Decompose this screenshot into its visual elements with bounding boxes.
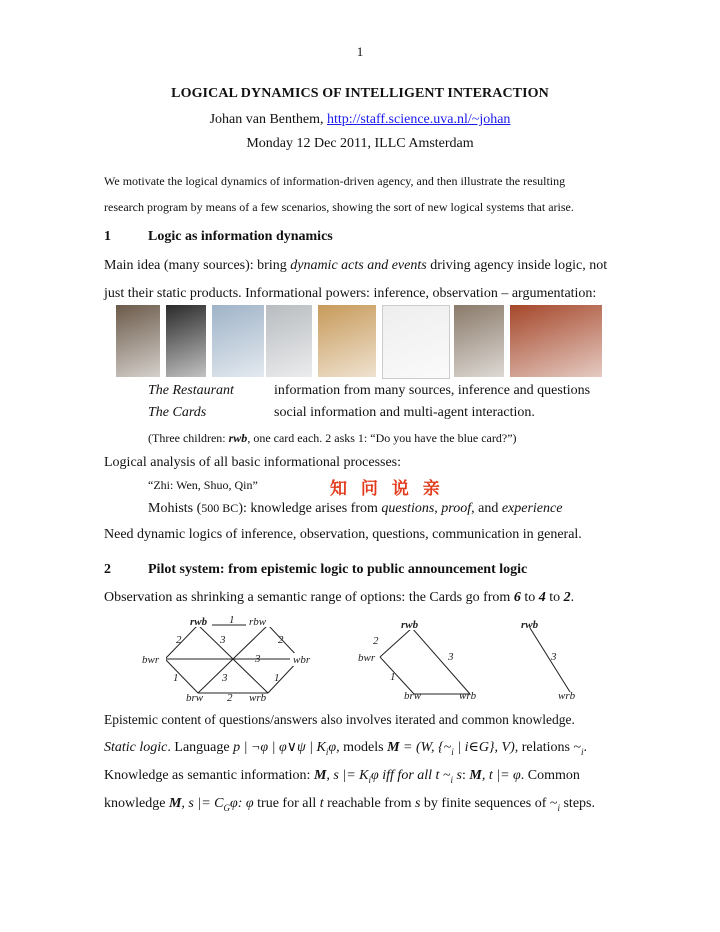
abstract-line: research program by means of a few scenarios, showing the sort of new logical systems that arise. [104,200,574,214]
text-run: Mohists ( [148,501,202,516]
formula: s [453,768,462,783]
section-1-heading [104,229,333,245]
text-run-bold-italic: 6 [513,590,521,605]
text-run-italic: Static logic [104,740,168,755]
formula: , t |= φ [481,768,521,783]
text-run: Knowledge as semantic information: [104,768,314,783]
common-knowledge-line [104,790,620,822]
edge-label: 1 [390,671,396,683]
section-1-intro [104,252,620,308]
subscript: i [325,746,329,757]
text-run: to [545,590,564,605]
edge [380,657,414,694]
subscript: G [223,802,230,813]
scenario-text: social information and multi-agent interaction. [274,405,535,420]
thinker-statue-photo [116,305,160,377]
formula-bold: M [313,768,327,783]
node-label: bwr [358,652,376,664]
node-label: rwb [521,619,539,631]
author-homepage-link[interactable]: http://staff.science.uva.nl/~johan [326,112,511,127]
text-run: relations ~ [518,740,582,755]
edge [165,625,198,659]
text-run: , one card each. 2 asks 1: “Do you have the blue card?”) [247,431,517,445]
text-run: . Common [520,768,580,783]
sherlock-silhouette-photo [166,305,206,377]
text-run: 500 BC [201,501,239,515]
text-run-bold-italic: 4 [538,590,546,605]
formula: , s |= K [326,768,369,783]
subscript: i [450,774,454,785]
paper-title: LOGICAL DYNAMICS OF INTELLIGENT INTERACTION [171,86,549,101]
subscript: i [581,746,584,757]
author-name: Johan van Benthem, [209,112,327,127]
edge-label: 2 [227,692,233,704]
observation-line [104,584,620,612]
scenario-text: information from many sources, inference and questions [274,383,591,398]
edge-label: 3 [220,634,226,646]
cards-note [148,431,517,446]
text-run-bold-italic: rwb [228,431,248,445]
text-run: Main idea (many sources): bring [104,258,291,273]
text-run-bold-italic: 2 [563,590,571,605]
edge-label: 1 [274,672,280,684]
edge-label: 1 [229,614,235,626]
edge-label: 3 [448,651,454,663]
text-run: . Language [167,740,234,755]
formula: φ iff for all [371,768,436,783]
section-2-heading [104,562,527,578]
formula-bold: M [168,796,182,811]
edge-label: 2 [176,634,182,646]
page-number: 1 [356,44,364,59]
section-title: Pilot system: from epistemic logic to public announcement logic [148,562,528,577]
epistemic-line: Epistemic content of questions/answers also involves iterated and common knowledge. [104,712,575,727]
edge-label: 2 [278,634,284,646]
edge-label: 1 [173,672,179,684]
node-label: wrb [459,690,477,702]
subscript: i [368,774,372,785]
four-world-model [358,618,477,702]
formula: t ~ [435,768,451,783]
card-model-diagrams [0,610,720,710]
text-run-italic: questions [381,501,435,516]
need-line: Need dynamic logics of inference, observation, questions, communication in general. [104,527,582,542]
paragraph-line: just their static products. Informational powers: inference, observation – argumentation: [104,286,597,301]
temple-photo [454,305,504,377]
text-run: reachable from [323,796,415,811]
date-line: Monday 12 Dec 2011, ILLC Amsterdam [246,136,474,151]
edge [165,659,198,693]
text-run: knowledge [104,796,169,811]
building-photo [212,305,264,377]
text-run: : [461,768,470,783]
formula: t [319,796,324,811]
text-run: . [570,590,575,605]
edge-label: 3 [222,672,228,684]
node-label: rwb [190,616,208,628]
scenario-label: The Cards [148,405,207,420]
scenario-row [148,383,590,399]
text-run: (Three children: [148,431,229,445]
text-run: driving agency inside logic, not [426,258,608,273]
analysis-line: Logical analysis of all basic informational processes: [104,455,402,470]
edge-label: 3 [551,651,557,663]
modern-building-photo [266,305,312,377]
mohists-line [148,501,562,517]
formula-bold: M [387,740,400,755]
node-label: rwb [401,619,419,631]
section-number: 2 [104,562,111,577]
text-run-italic: experience [501,501,563,516]
formula-bold: M [469,768,482,783]
two-world-model [521,619,576,702]
node-label: brw [404,690,422,702]
formula: φ: φ [229,796,254,811]
restaurant-sketch-photo [382,305,450,379]
scenario-label: The Restaurant [148,383,234,398]
text-run: steps. [559,796,595,811]
text-run: by finite sequences of ~ [420,796,558,811]
node-label: bwr [142,654,160,666]
abstract-line: We motivate the logical dynamics of information-driven agency, and then illustrate the resulting [104,174,566,188]
text-run-italic: proof [441,501,472,516]
subscript: i [451,746,454,757]
text-run: ): knowledge arises from [238,501,382,516]
text-run: to [520,590,539,605]
section-title: Logic as information dynamics [148,229,333,244]
monks-photo [510,305,602,377]
node-label: brw [186,692,204,704]
robot-head-photo [318,305,376,377]
chinese-characters: 知 问 说 亲 [330,479,444,499]
zhi-quote: “Zhi: Wen, Shuo, Qin” [148,478,258,492]
author-line [0,112,720,128]
abstract [104,168,620,220]
node-label: wrb [249,692,267,704]
text-run: , and [471,501,502,516]
edge-label: 3 [255,653,261,665]
text-run: , [434,501,442,516]
text-run-italic: dynamic acts and events [290,258,427,273]
edge [380,628,412,657]
formula: | i∈G}, V), [453,740,519,755]
edge [412,628,470,694]
text-run: . [583,740,588,755]
node-label: wrb [558,690,576,702]
scenario-row [148,405,535,421]
text-run: true for all [253,796,320,811]
node-label: wbr [293,654,311,666]
six-world-model [140,614,316,704]
formula: φ, [328,740,340,755]
formula: s [414,796,421,811]
subscript: i [557,802,560,813]
paragraph-line [104,252,620,280]
node-label: rbw [249,616,267,628]
formula: , s |= C [181,796,224,811]
edge [530,628,570,692]
formula: p | ¬φ | φ∨ψ | K [233,740,326,755]
text-run: Observation as shrinking a semantic range of options: the Cards go from [104,590,514,605]
edge-label: 2 [373,635,379,647]
formula: = (W, {~ [399,740,452,755]
text-run: models [339,740,388,755]
section-number: 1 [104,229,111,244]
